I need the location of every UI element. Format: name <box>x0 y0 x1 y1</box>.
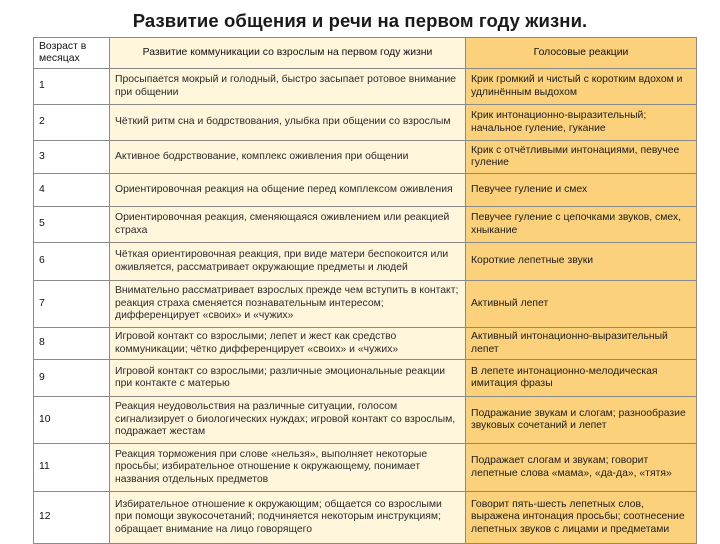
age-cell: 7 <box>34 281 110 328</box>
voice-cell: Говорит пять-шесть лепетных слов, выражена интонация просьбы; соотнесение лепетных звуков с лицами и предметами <box>466 492 697 544</box>
table-row <box>34 360 697 397</box>
voice-cell: Крик интонационно-выразительный; начальное гуление, гукание <box>466 105 697 141</box>
voice-cell: В лепете интонационно-мелодическая имитация фразы <box>466 360 697 397</box>
communication-cell: Чёткая ориентировочная реакция, при виде матери беспокоится или оживляется, рассматривает окружающие предметы и людей <box>110 243 466 281</box>
age-cell: 10 <box>34 397 110 444</box>
communication-cell: Активное бодрствование, комплекс оживления при общении <box>110 141 466 174</box>
age-cell: 8 <box>34 328 110 360</box>
table-row <box>34 397 697 444</box>
age-cell: 9 <box>34 360 110 397</box>
table-row <box>34 105 697 141</box>
age-cell: 11 <box>34 444 110 492</box>
age-cell: 3 <box>34 141 110 174</box>
communication-cell: Ориентировочная реакция, сменяющаяся оживлением или реакцией страха <box>110 207 466 243</box>
table-row <box>34 207 697 243</box>
communication-cell: Ориентировочная реакция на общение перед комплексом оживления <box>110 174 466 207</box>
voice-cell: Подражание звукам и слогам; разнообразие звуковых сочетаний и лепет <box>466 397 697 444</box>
voice-cell: Активный интонационно-выразительный лепет <box>466 328 697 360</box>
communication-cell: Чёткий ритм сна и бодрствования, улыбка при общении со взрослым <box>110 105 466 141</box>
communication-cell: Внимательно рассматривает взрослых прежде чем вступить в контакт; реакция страха сменяется познавательным интересом; дифференцирует «своих» и «чужих» <box>110 281 466 328</box>
age-cell: 4 <box>34 174 110 207</box>
voice-cell: Певучее гуление и смех <box>466 174 697 207</box>
table-row <box>34 69 697 105</box>
voice-cell: Короткие лепетные звуки <box>466 243 697 281</box>
table-header-row <box>34 38 697 69</box>
age-cell: 12 <box>34 492 110 544</box>
table-row <box>34 444 697 492</box>
communication-cell: Просыпается мокрый и голодный, быстро засыпает ротовое внимание при общении <box>110 69 466 105</box>
table-row <box>34 141 697 174</box>
header-voice: Голосовые реакции <box>466 38 697 69</box>
voice-cell: Певучее гуление с цепочками звуков, смех, хныкание <box>466 207 697 243</box>
table-row <box>34 492 697 544</box>
table-row <box>34 243 697 281</box>
age-cell: 1 <box>34 69 110 105</box>
communication-cell: Реакция неудовольствия на различные ситуации, голосом сигнализирует о биологических нуждах; игровой контакт со взрослым, подражает жестам <box>110 397 466 444</box>
communication-cell: Реакция торможения при слове «нельзя», выполняет некоторые просьбы; избирательное отношение к окружающему, понимает названия отдельных предметов <box>110 444 466 492</box>
table-row <box>34 281 697 328</box>
age-cell: 6 <box>34 243 110 281</box>
age-cell: 5 <box>34 207 110 243</box>
header-communication: Развитие коммуникации со взрослым на первом году жизни <box>110 38 466 69</box>
age-cell: 2 <box>34 105 110 141</box>
voice-cell: Подражает слогам и звукам; говорит лепетные слова «мама», «да-да», «тятя» <box>466 444 697 492</box>
page-title: Развитие общения и речи на первом году жизни. <box>132 10 588 31</box>
communication-cell: Избирательное отношение к окружающим; общается со взрослыми при помощи звукосочетаний; подчиняется некоторым инструкциям; обращает внимание на лицо говорящего <box>110 492 466 544</box>
table-row <box>34 174 697 207</box>
table-row <box>34 328 697 360</box>
development-table <box>33 37 697 544</box>
voice-cell: Крик с отчётливыми интонациями, певучее гуление <box>466 141 697 174</box>
header-age: Возраст в месяцах <box>34 38 110 69</box>
communication-cell: Игровой контакт со взрослыми; лепет и жест как средство коммуникации; чётко дифференцирует «своих» и «чужих» <box>110 328 466 360</box>
voice-cell: Активный лепет <box>466 281 697 328</box>
communication-cell: Игровой контакт со взрослыми; различные эмоциональные реакции при контакте с матерью <box>110 360 466 397</box>
voice-cell: Крик громкий и чистый с коротким вдохом и удлинённым выдохом <box>466 69 697 105</box>
